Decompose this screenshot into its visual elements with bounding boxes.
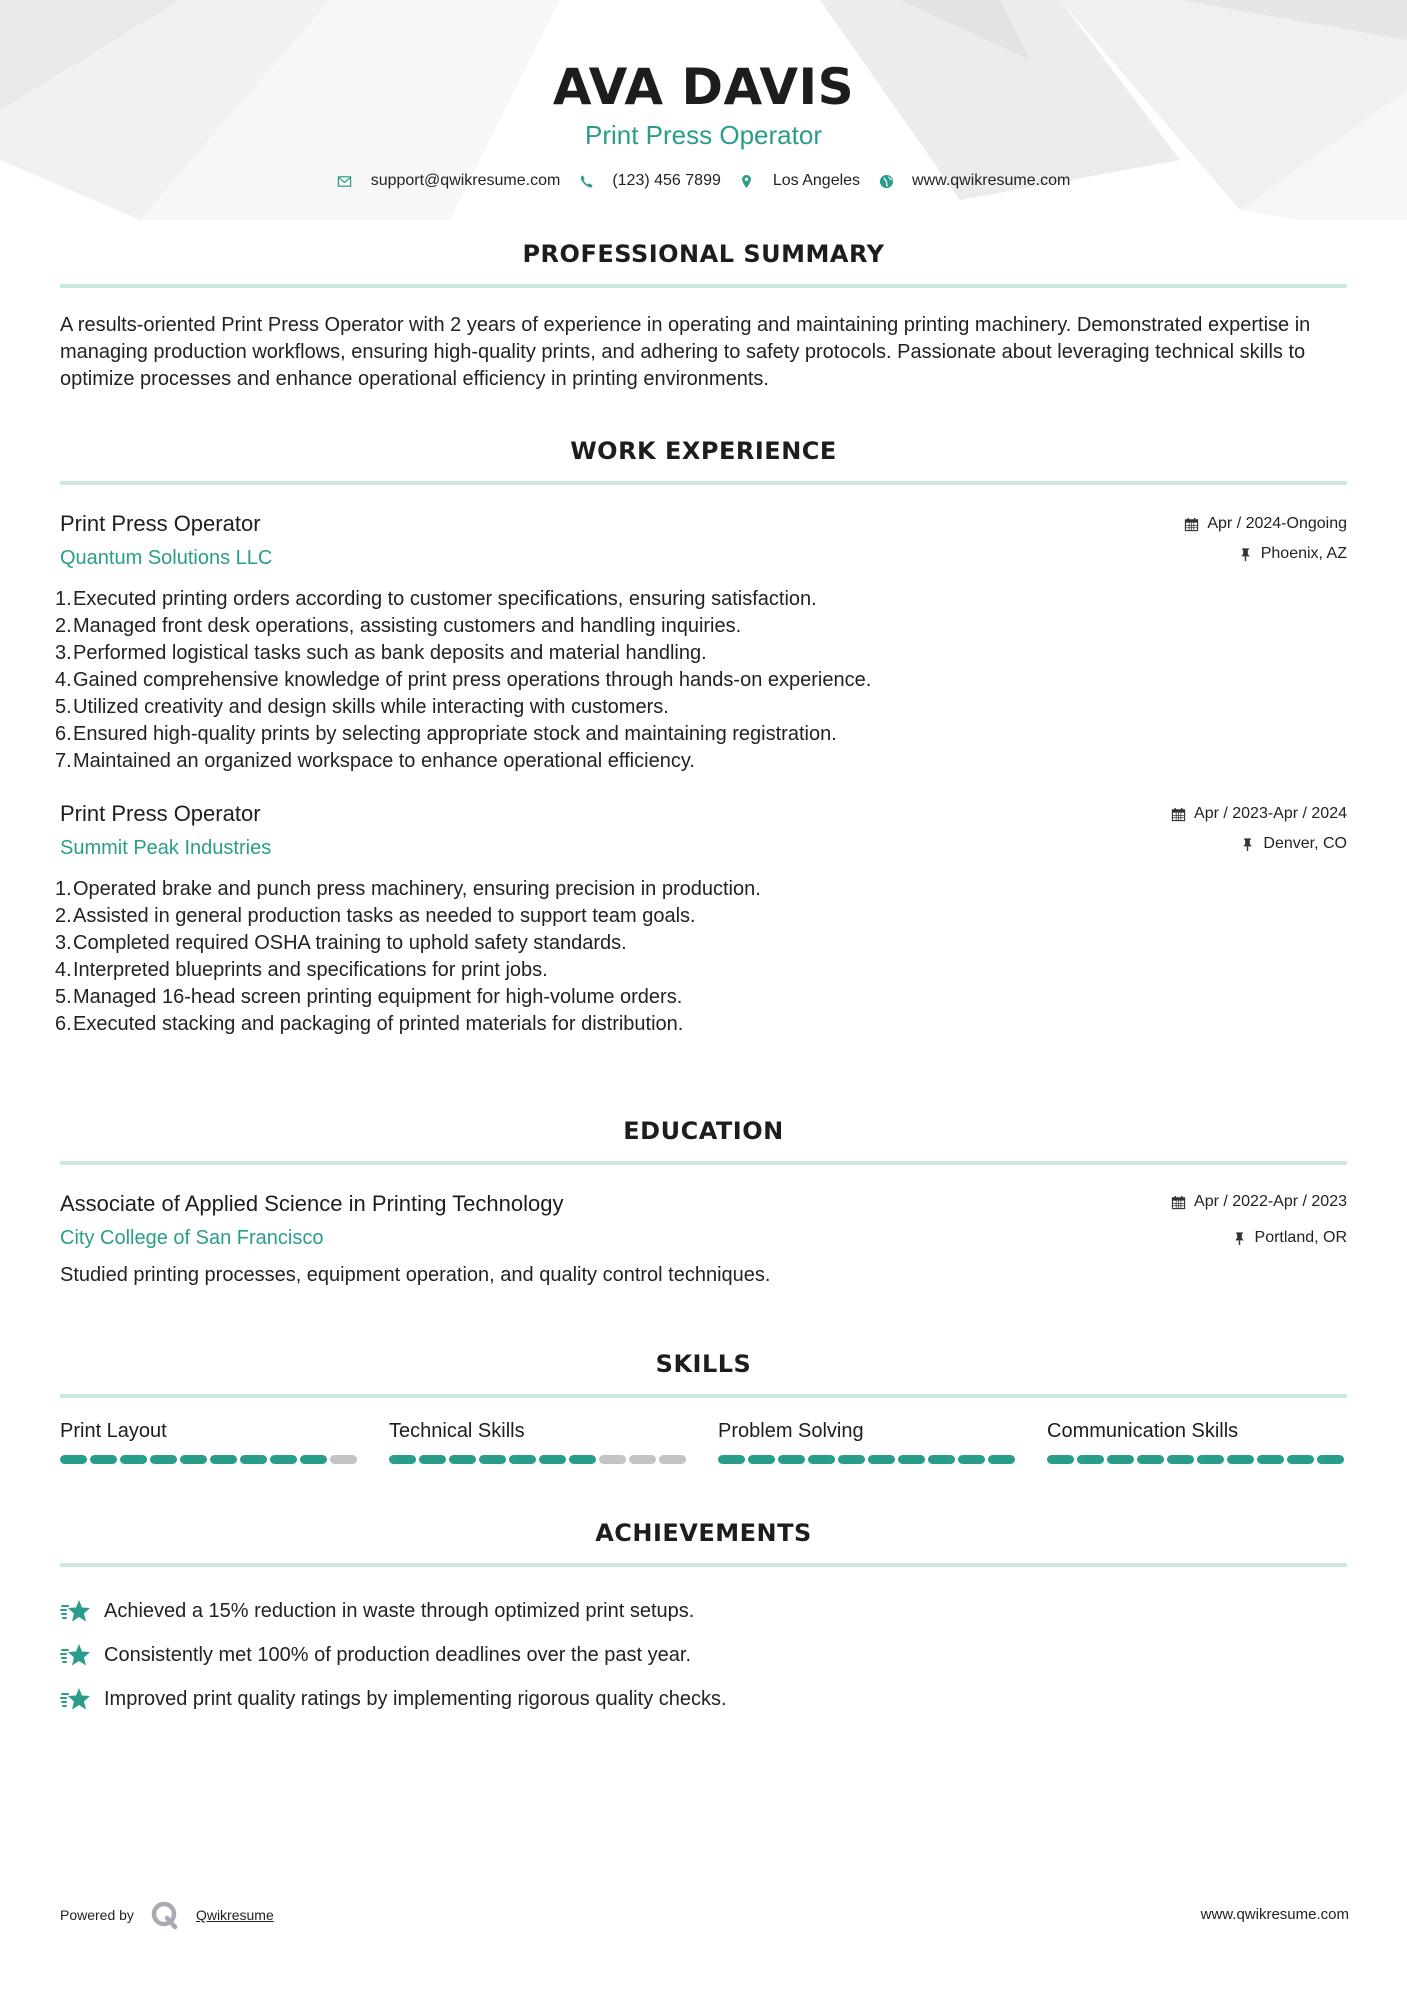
achievement-text: Achieved a 15% reduction in waste through optimized print setups. [104, 1599, 695, 1622]
section-divider [60, 284, 1347, 288]
skill-segment-filled [539, 1455, 566, 1464]
job-role: Print Press Operator [60, 511, 261, 536]
contact-email-text: support@qwikresume.com [370, 172, 561, 189]
skill-segment-filled [928, 1455, 955, 1464]
bullet-item: 6. Ensured high-quality prints by selecting appropriate stock and maintaining registration. [55, 723, 837, 745]
achievements-list [60, 1589, 1347, 1721]
job-dates: Apr / 2024-Ongoing [1207, 515, 1347, 532]
contact-email[interactable] [337, 172, 561, 190]
skill-segment-filled [240, 1455, 267, 1464]
achievements-heading: ACHIEVEMENTS [595, 1519, 812, 1547]
bullet-item: 5. Managed 16-head screen printing equipment for high-volume orders. [55, 986, 683, 1008]
skill-segment-filled [958, 1455, 985, 1464]
skill-item [389, 1420, 689, 1464]
achievement-text: Consistently met 100% of production deadlines over the past year. [104, 1643, 692, 1666]
candidate-title: Print Press Operator [585, 120, 822, 150]
bullet-item: 5. Utilized creativity and design skills while interacting with customers. [55, 696, 669, 718]
star-icon [60, 1598, 92, 1624]
section-divider [60, 1394, 1347, 1398]
skill-segment-filled [90, 1455, 117, 1464]
skill-segment-filled [1197, 1455, 1224, 1464]
envelope-icon [337, 173, 353, 189]
experience-heading: WORK EXPERIENCE [570, 437, 837, 465]
contact-location-text: Los Angeles [772, 172, 861, 189]
skill-segment-filled [1047, 1455, 1074, 1464]
skill-segment-filled [509, 1455, 536, 1464]
skill-segment-filled [808, 1455, 835, 1464]
contact-phone-text: (123) 456 7899 [612, 172, 721, 189]
bullet-item: 3. Performed logistical tasks such as bank deposits and material handling. [55, 642, 707, 664]
map-pin-icon [739, 173, 755, 189]
calendar-icon [1171, 1195, 1186, 1210]
skill-item [1047, 1420, 1347, 1464]
skill-segment-filled [419, 1455, 446, 1464]
calendar-icon [1171, 807, 1186, 822]
job-company: Quantum Solutions LLC [60, 547, 273, 569]
education-heading: EDUCATION [623, 1117, 784, 1145]
footer-website[interactable]: www.qwikresume.com [1200, 1906, 1349, 1923]
skill-segment-filled [1287, 1455, 1314, 1464]
qwikresume-logo-icon [150, 1900, 180, 1930]
achievement-text: Improved print quality ratings by implementing rigorous quality checks. [104, 1687, 727, 1710]
skill-segment-filled [1257, 1455, 1284, 1464]
skill-segment-empty [629, 1455, 656, 1464]
contact-phone[interactable] [578, 172, 721, 190]
pushpin-icon [1238, 547, 1253, 562]
contact-website-text: www.qwikresume.com [912, 172, 1071, 189]
powered-by-label: Powered by [60, 1907, 134, 1923]
school: City College of San Francisco [60, 1227, 324, 1249]
skill-segment-empty [330, 1455, 357, 1464]
star-icon [60, 1686, 92, 1712]
education-location: Portland, OR [1254, 1229, 1347, 1246]
contact-bar [0, 172, 1407, 190]
skill-segment-filled [1107, 1455, 1134, 1464]
skill-segment-filled [718, 1455, 745, 1464]
skill-name: Technical Skills [389, 1420, 525, 1442]
skill-name: Problem Solving [718, 1420, 864, 1442]
star-icon [60, 1642, 92, 1668]
education-description: Studied printing processes, equipment operation, and quality control techniques. [60, 1264, 771, 1286]
bullet-item: 3. Completed required OSHA training to uphold safety standards. [55, 932, 627, 954]
skills-section [60, 1350, 1347, 1464]
job-dates: Apr / 2023-Apr / 2024 [1194, 805, 1347, 822]
achievement-item [60, 1633, 1347, 1677]
skill-segment-filled [988, 1455, 1015, 1464]
skill-segment-filled [120, 1455, 147, 1464]
summary-heading: PROFESSIONAL SUMMARY [522, 240, 885, 268]
summary-section [60, 240, 1347, 393]
skill-rating [1047, 1455, 1347, 1464]
job-bullets [55, 586, 1347, 775]
skill-segment-filled [868, 1455, 895, 1464]
education-entry [60, 1191, 1347, 1289]
skill-segment-filled [1227, 1455, 1254, 1464]
bullet-item: 4. Gained comprehensive knowledge of print press operations through hands-on experience. [55, 669, 872, 691]
skill-name: Print Layout [60, 1420, 167, 1442]
skill-segment-filled [1317, 1455, 1344, 1464]
skill-segment-filled [150, 1455, 177, 1464]
bullet-item: 2. Assisted in general production tasks as needed to support team goals. [55, 905, 696, 927]
contact-location [739, 172, 860, 190]
degree: Associate of Applied Science in Printing Technology [60, 1191, 564, 1216]
achievement-item [60, 1589, 1347, 1633]
section-divider [60, 481, 1347, 485]
skill-segment-filled [898, 1455, 925, 1464]
bullet-item: 1. Operated brake and punch press machinery, ensuring precision in production. [55, 878, 761, 900]
skill-segment-filled [180, 1455, 207, 1464]
skill-item [60, 1420, 360, 1464]
skill-item [718, 1420, 1018, 1464]
skill-rating [60, 1455, 360, 1464]
education-dates: Apr / 2022-Apr / 2023 [1194, 1193, 1347, 1210]
skill-segment-filled [60, 1455, 87, 1464]
skill-segment-filled [838, 1455, 865, 1464]
pushpin-icon [1240, 837, 1255, 852]
skill-rating [718, 1455, 1018, 1464]
contact-website[interactable] [878, 172, 1070, 190]
job-role: Print Press Operator [60, 801, 261, 826]
skill-segment-empty [599, 1455, 626, 1464]
bullet-item: 6. Executed stacking and packaging of printed materials for distribution. [55, 1013, 684, 1035]
experience-section [55, 437, 1347, 1038]
skills-heading: SKILLS [655, 1350, 752, 1378]
calendar-icon [1184, 517, 1199, 532]
skills-row [60, 1420, 1347, 1464]
skill-segment-filled [210, 1455, 237, 1464]
qwikresume-link[interactable]: Qwikresume [195, 1907, 274, 1923]
skill-name: Communication Skills [1047, 1420, 1239, 1442]
bullet-item: 4. Interpreted blueprints and specifications for print jobs. [55, 959, 548, 981]
job-location: Phoenix, AZ [1260, 545, 1347, 562]
bullet-item: 1. Executed printing orders according to customer specifications, ensuring satisfaction. [55, 588, 817, 610]
job-bullets [55, 876, 1347, 1038]
candidate-name: AVA DAVIS [552, 58, 855, 116]
bullet-item: 2. Managed front desk operations, assisting customers and handling inquiries. [55, 615, 742, 637]
pushpin-icon [1232, 1231, 1247, 1246]
skill-rating [389, 1455, 689, 1464]
globe-icon [878, 173, 894, 189]
skill-segment-filled [1077, 1455, 1104, 1464]
skill-segment-filled [569, 1455, 596, 1464]
skill-segment-filled [479, 1455, 506, 1464]
section-divider [60, 1161, 1347, 1165]
skill-segment-filled [300, 1455, 327, 1464]
education-section [60, 1117, 1347, 1289]
skill-segment-filled [1167, 1455, 1194, 1464]
skill-segment-filled [270, 1455, 297, 1464]
job-entry [55, 801, 1347, 1038]
skill-segment-filled [449, 1455, 476, 1464]
skill-segment-empty [659, 1455, 686, 1464]
skill-segment-filled [778, 1455, 805, 1464]
summary-text: A results-oriented Print Press Operator with 2 years of experience in operating and maintaining printing machinery. Demonstrated expertise in managing production workflows, ensuring high-quality prints, and adhering to safety protocols. Passionate about leveraging technical skills to optimize processes and enhance operational efficiency in printing environments. [60, 314, 1311, 390]
phone-icon [578, 173, 594, 189]
achievements-section [60, 1519, 1347, 1721]
job-location: Denver, CO [1263, 835, 1347, 852]
job-entry [55, 511, 1347, 775]
bullet-item: 7. Maintained an organized workspace to enhance operational efficiency. [55, 750, 695, 772]
skill-segment-filled [748, 1455, 775, 1464]
skill-segment-filled [389, 1455, 416, 1464]
job-company: Summit Peak Industries [60, 837, 272, 859]
section-divider [60, 1563, 1347, 1567]
skill-segment-filled [1137, 1455, 1164, 1464]
footer-powered-by [60, 1900, 274, 1930]
achievement-item [60, 1677, 1347, 1721]
